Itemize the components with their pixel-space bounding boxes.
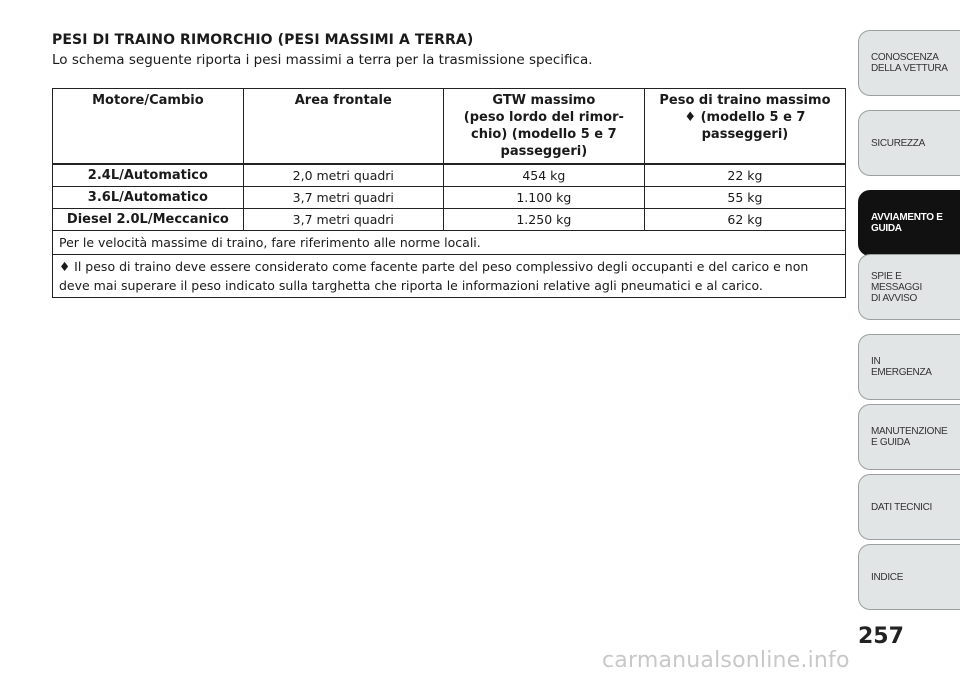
cell-frontal-area: 3,7 metri quadri bbox=[243, 209, 443, 231]
cell-engine: 3.6L/Automatico bbox=[53, 187, 244, 209]
tab-spie-e-messaggi[interactable]: SPIE E MESSAGGI DI AVVISO bbox=[858, 254, 960, 320]
header-frontal-area: Area frontale bbox=[243, 89, 443, 165]
table-row bbox=[53, 164, 846, 187]
cell-max-gtw: 1.250 kg bbox=[443, 209, 644, 231]
header-engine: Motore/Cambio bbox=[53, 89, 244, 165]
cell-max-gtw: 1.100 kg bbox=[443, 187, 644, 209]
tab-sicurezza[interactable]: SICUREZZA bbox=[858, 110, 960, 176]
cell-max-gtw: 454 kg bbox=[443, 164, 644, 187]
cell-max-tongue-weight: 55 kg bbox=[644, 187, 845, 209]
tab-manutenzione-e-guida[interactable]: MANUTENZIONE E GUIDA bbox=[858, 404, 960, 470]
cell-frontal-area: 2,0 metri quadri bbox=[243, 164, 443, 187]
note-tongue-weight: ♦ Il peso di traino deve essere considerato come facente parte del peso complessivo degli occupanti e del carico e non deve mai superare il peso indicato sulla targhetta che riporta le informazioni relative agli pneumatici e al carico. bbox=[53, 255, 846, 298]
tab-in-emergenza[interactable]: IN EMERGENZA bbox=[858, 334, 960, 400]
page-number: 257 bbox=[858, 624, 904, 649]
note-row bbox=[53, 231, 846, 255]
tab-indice[interactable]: INDICE bbox=[858, 544, 960, 610]
cell-engine: Diesel 2.0L/Meccanico bbox=[53, 209, 244, 231]
table-row bbox=[53, 209, 846, 231]
towing-weights-table bbox=[52, 88, 846, 298]
section-title: PESI DI TRAINO RIMORCHIO (PESI MASSIMI A TERRA) bbox=[52, 32, 474, 48]
tab-dati-tecnici[interactable]: DATI TECNICI bbox=[858, 474, 960, 540]
table-row bbox=[53, 187, 846, 209]
cell-max-tongue-weight: 22 kg bbox=[644, 164, 845, 187]
cell-engine: 2.4L/Automatico bbox=[53, 164, 244, 187]
watermark: carmanualsonline.info bbox=[602, 648, 850, 673]
cell-frontal-area: 3,7 metri quadri bbox=[243, 187, 443, 209]
tab-conoscenza-della-vettura[interactable]: CONOSCENZA DELLA VETTURA bbox=[858, 30, 960, 96]
table-header-row bbox=[53, 89, 846, 165]
section-intro: Lo schema seguente riporta i pesi massimi a terra per la trasmissione specifica. bbox=[52, 52, 593, 68]
tab-avviamento-e-guida[interactable]: AVVIAMENTO E GUIDA bbox=[858, 190, 960, 256]
note-speed-limits: Per le velocità massime di traino, fare riferimento alle norme locali. bbox=[53, 231, 846, 255]
header-max-gtw: GTW massimo (peso lordo del rimor- chio) (modello 5 e 7 passeggeri) bbox=[443, 89, 644, 165]
cell-max-tongue-weight: 62 kg bbox=[644, 209, 845, 231]
note-row bbox=[53, 255, 846, 298]
header-max-tongue-weight: Peso di traino massimo ♦ (modello 5 e 7 passeggeri) bbox=[644, 89, 845, 165]
